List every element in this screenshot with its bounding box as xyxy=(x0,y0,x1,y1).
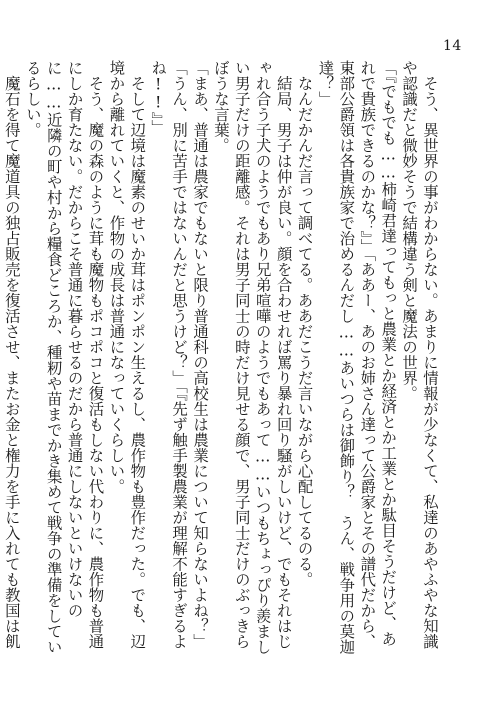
paragraph: 魔石を得て魔道具の独占販売を復活させ、またお金と権力を手に入れても教国は飢 xyxy=(2,75,21,649)
paragraph: なんだかんだ言って調べてる。ああだこうだ言いながら心配してるのる。 xyxy=(295,60,314,587)
paragraph: そう、異世界の事がわからない。あまりに情報が少なくて、私達のあやふやな知識や認識だと微妙そうで結構違う剣と魔法の世界。 xyxy=(400,60,439,649)
paragraph: 「『でもでも……柿崎君達ってもっと農業とか経済とか工業とか駄目そうだけど、あれで貴族できるのかな？』」「ああー、あのお姉さん達って公爵家とその譜代だから、東部公爵領は各貴族家で治めるんだし……あいつらは御飾り？ うん、戦争用の莫迦達？」 xyxy=(316,60,398,655)
body-text xyxy=(2,60,440,660)
paragraph: そう、魔の森のように茸も魔物もポコポコと復活もしない代わりに、農作物も普通にしか育たない。だからこそ普通に暮らせるのだから普通にしないといけないのに……近隣の町や村から糧食どころか、種籾や苗までかき集めて戦争の準備をしているらしい。 xyxy=(23,60,105,655)
paragraph: そして辺境は魔素のせいか茸はポンポン生えるし、農作物も豊作だった。でも、辺境から離れていくと、作物の成長は普通になっていくらしい。 xyxy=(107,60,147,649)
page-number: 14 xyxy=(443,38,462,54)
paragraph: 「まあ、普通は農家でもないと限り普通科の高校生は農業について知らないよね？」「うん、別に苦手ではないんだと思うけど？」「『先ず触手製農業が理解不能すぎるよね!!』」 xyxy=(149,60,210,650)
paragraph: 結局、男子は仲が良い。顔を合わせれば罵り暴れ回り騒がしいけど、でもそれはじゃれ合う子犬のようでもあり兄弟喧嘩のようでもあって……いつもちょっぴり羨ましい男子だけの距離感。それは男子同士の時だけ見せる顔で、男子同士だけのぶっきらぼうな言葉。 xyxy=(211,60,293,655)
